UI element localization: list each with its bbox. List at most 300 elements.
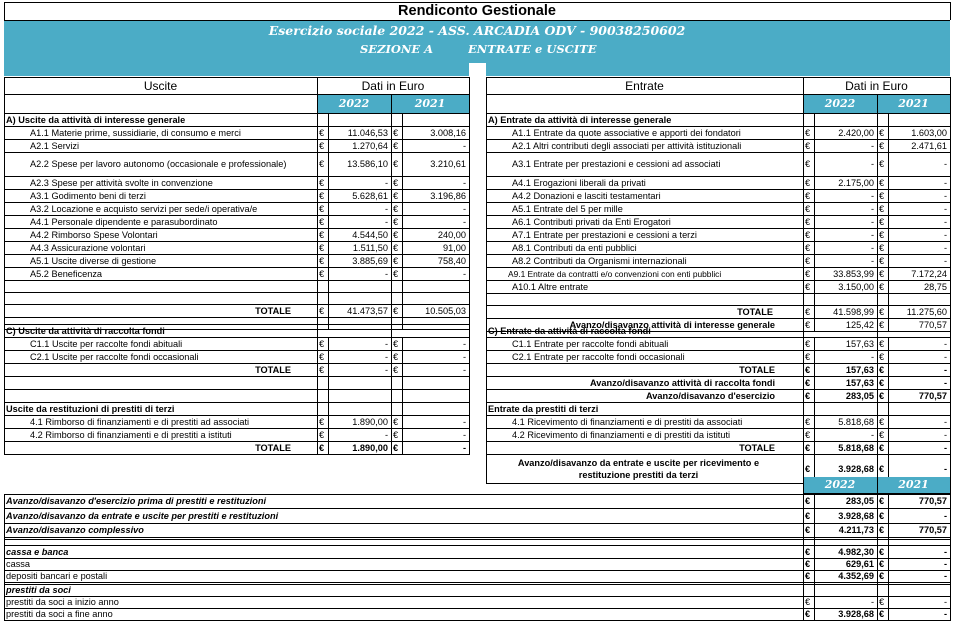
value-2021: - — [943, 609, 947, 619]
euro-sign: € — [393, 306, 399, 316]
euro-sign: € — [319, 306, 325, 316]
value-2021: - — [943, 417, 947, 427]
entrate-row-label: A3.1 Entrate per prestazioni e cessioni ad associati — [512, 159, 721, 169]
grid-line — [486, 454, 950, 455]
value-2021: - — [943, 365, 947, 375]
euro-sign: € — [805, 217, 811, 227]
summary-row-label: Avanzo/disavanzo d'esercizio prima di prestiti e restituzioni — [6, 496, 267, 506]
entrate-c-avanzo-label: Avanzo/disavanzo attività di raccolta fondi — [590, 378, 775, 388]
grid-line — [328, 114, 329, 330]
value-2021: - — [462, 269, 466, 279]
prestiti-row-label: prestiti da soci a inizio anno — [6, 597, 119, 607]
entrate-c-title: C) Entrate da attività di raccolta fondi — [488, 326, 651, 336]
value-2022: 13.586,10 — [347, 159, 388, 169]
uscite-r-total-label: TOTALE — [255, 443, 291, 453]
value-2022: - — [384, 352, 388, 362]
euro-sign: € — [319, 191, 325, 201]
value-2022: - — [870, 141, 874, 151]
grid-line — [4, 582, 950, 583]
uscite-a-title: A) Uscite da attività di interesse generale — [6, 115, 186, 125]
prestiti-row-label: prestiti da soci a fine anno — [6, 609, 113, 619]
value-2022: 5.818,68 — [838, 443, 874, 453]
grid-line — [888, 494, 889, 621]
section-label: SEZIONE A — [360, 43, 434, 56]
uscite-row-label: 4.1 Rimborso di finanziamenti e di prestiti ad associati — [30, 417, 250, 427]
value-2021: - — [943, 571, 947, 581]
summary-year-2022: 2022 — [824, 478, 856, 491]
euro-sign: € — [805, 204, 811, 214]
grid-line — [469, 77, 470, 330]
summary-year-2021: 2021 — [898, 478, 929, 491]
entrate-row-label: A1.1 Entrate da quote associative e apporti dei fondatori — [512, 128, 741, 138]
dati-in-euro-header: Dati in Euro — [361, 79, 425, 93]
value-2021: - — [943, 559, 947, 569]
value-2021: - — [462, 430, 466, 440]
entrate-row-label: A10.1 Altre entrate — [512, 282, 589, 292]
euro-sign: € — [879, 159, 885, 169]
grid-line — [4, 454, 469, 455]
euro-sign: € — [805, 417, 811, 427]
euro-sign: € — [879, 547, 885, 557]
euro-sign: € — [319, 269, 325, 279]
value-2022: 1.890,00 — [352, 417, 388, 427]
euro-sign: € — [879, 496, 885, 506]
value-2021: 91,00 — [443, 243, 466, 253]
value-2021: - — [943, 352, 947, 362]
euro-sign: € — [879, 339, 885, 349]
entrate-esercizio-label: Avanzo/disavanzo d'esercizio — [646, 391, 775, 401]
grid-line — [328, 337, 329, 455]
uscite-band — [4, 63, 469, 76]
uscite-row-label: A1.1 Materie prime, sussidiarie, di consumo e merci — [30, 128, 241, 138]
uscite-row-label: C1.1 Uscite per raccolte fondi abituali — [30, 339, 183, 349]
value-2021: - — [943, 443, 947, 453]
value-2022: - — [384, 204, 388, 214]
euro-sign: € — [393, 141, 399, 151]
euro-sign: € — [805, 571, 811, 581]
entrate-row-label: A8.1 Contributi da enti pubblici — [512, 243, 637, 253]
euro-sign: € — [879, 256, 885, 266]
value-2022: 157,63 — [845, 339, 874, 349]
euro-sign: € — [879, 128, 885, 138]
euro-sign: € — [805, 365, 811, 375]
entrate-row-label: 4.2 Ricevimento di finanziamenti e di prestiti da istituti — [512, 430, 731, 440]
euro-sign: € — [879, 352, 885, 362]
euro-sign: € — [805, 525, 811, 535]
year-2021-header: 2021 — [414, 97, 446, 110]
entrate-row-label: A6.1 Contributi privati da Enti Erogatori — [512, 217, 671, 227]
value-2022: - — [870, 217, 874, 227]
grid-line — [950, 77, 951, 332]
grid-line — [4, 539, 950, 540]
grid-line — [814, 114, 815, 332]
value-2021: - — [943, 191, 947, 201]
uscite-row-label: A2.1 Servizi — [30, 141, 80, 151]
euro-sign: € — [393, 230, 399, 240]
euro-sign: € — [805, 307, 811, 317]
value-2021: - — [943, 511, 947, 521]
grid-line — [4, 77, 5, 330]
euro-sign: € — [805, 178, 811, 188]
grid-line — [4, 2, 950, 3]
value-2021: - — [462, 339, 466, 349]
value-2022: - — [384, 178, 388, 188]
value-2022: 3.928,68 — [838, 511, 874, 521]
euro-sign: € — [319, 159, 325, 169]
cassa-row-label: depositi bancari e postali — [6, 571, 108, 581]
euro-sign: € — [879, 269, 885, 279]
value-2022: 125,42 — [845, 320, 874, 330]
euro-sign: € — [805, 282, 811, 292]
grid-line — [486, 77, 487, 332]
value-2021: - — [943, 159, 947, 169]
entrate-row-label: A7.1 Entrate per prestazioni e cessioni a terzi — [512, 230, 697, 240]
euro-sign: € — [879, 178, 885, 188]
euro-sign: € — [879, 320, 885, 330]
euro-sign: € — [319, 230, 325, 240]
uscite-c-total-label: TOTALE — [255, 365, 291, 375]
euro-sign: € — [393, 443, 399, 453]
entrate-column-header: Entrate — [625, 79, 664, 93]
value-2022: - — [870, 352, 874, 362]
value-2022: 41.598,99 — [833, 307, 874, 317]
grid-line — [888, 337, 889, 455]
grid-line — [814, 494, 815, 621]
euro-sign: € — [879, 597, 885, 607]
euro-sign: € — [879, 307, 885, 317]
value-2022: - — [384, 365, 388, 375]
value-2021: 3.008,16 — [430, 128, 466, 138]
grid-line — [4, 324, 5, 455]
value-2022: 4.352,69 — [838, 571, 874, 581]
section-title: ENTRATE e USCITE — [468, 43, 597, 56]
euro-sign: € — [879, 511, 885, 521]
euro-sign: € — [393, 365, 399, 375]
value-2022: 3.928,68 — [838, 609, 874, 619]
euro-sign: € — [805, 511, 811, 521]
euro-sign: € — [879, 571, 885, 581]
euro-sign: € — [879, 525, 885, 535]
value-2021: 28,75 — [924, 282, 947, 292]
grid-line — [4, 77, 469, 78]
euro-sign: € — [879, 365, 885, 375]
grid-line — [4, 292, 469, 293]
value-2021: - — [943, 339, 947, 349]
euro-sign: € — [879, 141, 885, 151]
value-2021: 758,40 — [437, 256, 466, 266]
value-2022: 4.544,50 — [352, 230, 388, 240]
euro-sign: € — [805, 559, 811, 569]
grid-line — [4, 494, 5, 621]
grid-line — [803, 77, 804, 332]
value-2022: - — [870, 256, 874, 266]
euro-sign: € — [805, 430, 811, 440]
euro-sign: € — [319, 417, 325, 427]
uscite-r-title: Uscite da restituzioni di prestiti di terzi — [6, 404, 175, 414]
value-2021: - — [943, 597, 947, 607]
grid-line — [814, 337, 815, 455]
page-title: Rendiconto Gestionale — [398, 3, 556, 19]
grid-line — [4, 389, 469, 390]
euro-sign: € — [319, 178, 325, 188]
uscite-row-label: C2.1 Uscite per raccolte fondi occasionali — [30, 352, 199, 362]
euro-sign: € — [805, 547, 811, 557]
value-2021: - — [943, 430, 947, 440]
value-2021: 1.603,00 — [911, 128, 947, 138]
value-2022: 283,05 — [845, 391, 874, 401]
value-2021: - — [943, 547, 947, 557]
value-2021: 3.210,61 — [430, 159, 466, 169]
euro-sign: € — [879, 243, 885, 253]
euro-sign: € — [805, 191, 811, 201]
euro-sign: € — [879, 204, 885, 214]
euro-sign: € — [319, 430, 325, 440]
value-2022: 5.628,61 — [352, 191, 388, 201]
value-2021: - — [462, 178, 466, 188]
value-2022: 41.473,57 — [347, 306, 388, 316]
value-2022: - — [870, 230, 874, 240]
euro-sign: € — [805, 597, 811, 607]
euro-sign: € — [393, 128, 399, 138]
value-2022: - — [384, 430, 388, 440]
grid-line — [486, 324, 487, 484]
euro-sign: € — [319, 128, 325, 138]
grid-line — [391, 95, 392, 330]
grid-line — [950, 477, 951, 621]
summary-row-label: Avanzo/disavanzo complessivo — [6, 525, 144, 535]
year-2021-header: 2021 — [898, 97, 929, 110]
value-2022: 629,61 — [845, 559, 874, 569]
euro-sign: € — [393, 217, 399, 227]
value-2022: 3.885,69 — [352, 256, 388, 266]
value-2022: 2.175,00 — [838, 178, 874, 188]
entrate-row-label: A8.2 Contributi da Organismi internazionali — [512, 256, 687, 266]
value-2022: 33.853,99 — [833, 269, 874, 279]
entrate-a-avanzo-label: Avanzo/disavanzo attività di interesse generale — [569, 320, 775, 330]
grid-line — [4, 620, 950, 621]
grid-line — [4, 537, 950, 538]
euro-sign: € — [319, 141, 325, 151]
value-2022: 3.150,00 — [838, 282, 874, 292]
euro-sign: € — [319, 339, 325, 349]
uscite-row-label: 4.2 Rimborso di finanziamenti e di prestiti a istituti — [30, 430, 232, 440]
uscite-a-total-label: TOTALE — [255, 306, 291, 316]
entrate-row-label: C2.1 Entrate per raccolte fondi occasionali — [512, 352, 685, 362]
value-2021: - — [462, 217, 466, 227]
value-2022: - — [870, 191, 874, 201]
entrate-p-title: Entrate da prestiti di terzi — [488, 404, 599, 414]
value-2022: 1.270,64 — [352, 141, 388, 151]
year-2022-header: 2022 — [338, 97, 370, 110]
value-2022: - — [870, 159, 874, 169]
value-2021: 3.196,86 — [430, 191, 466, 201]
grid-line — [888, 114, 889, 332]
value-2022: - — [384, 269, 388, 279]
uscite-row-label: A5.1 Uscite diverse di gestione — [30, 256, 157, 266]
uscite-c-title: C) Uscite da attività di raccolta fondi — [6, 326, 165, 336]
euro-sign: € — [805, 378, 811, 388]
entrate-p-total-label: TOTALE — [739, 443, 775, 453]
value-2021: 770,57 — [918, 496, 947, 506]
value-2021: - — [462, 352, 466, 362]
euro-sign: € — [393, 417, 399, 427]
euro-sign: € — [879, 559, 885, 569]
grid-line — [950, 2, 951, 20]
entrate-a-title: A) Entrate da attività di interesse generale — [488, 115, 672, 125]
uscite-row-label: A4.2 Rimborso Spese Volontari — [30, 230, 158, 240]
value-2021: - — [943, 378, 947, 388]
euro-sign: € — [879, 417, 885, 427]
value-2021: - — [943, 243, 947, 253]
euro-sign: € — [393, 178, 399, 188]
entrate-row-label: A4.2 Donazioni e lasciti testamentari — [512, 191, 661, 201]
euro-sign: € — [805, 391, 811, 401]
euro-sign: € — [393, 430, 399, 440]
euro-sign: € — [393, 204, 399, 214]
prestiti-avanzo-line1: Avanzo/disavanzo da entrate e uscite per ricevimento e — [517, 458, 760, 468]
euro-sign: € — [805, 443, 811, 453]
entrate-c-total-label: TOTALE — [739, 365, 775, 375]
euro-sign: € — [805, 159, 811, 169]
uscite-column-header: Uscite — [143, 79, 178, 93]
uscite-row-label: A3.1 Godimento beni di terzi — [30, 191, 146, 201]
entrate-row-label: A4.1 Erogazioni liberali da privati — [512, 178, 646, 188]
entrate-band — [486, 63, 950, 76]
euro-sign: € — [319, 256, 325, 266]
euro-sign: € — [393, 191, 399, 201]
value-2021: - — [462, 417, 466, 427]
grid-line — [877, 95, 878, 332]
grid-line — [803, 477, 804, 621]
euro-sign: € — [319, 443, 325, 453]
grid-line — [391, 324, 392, 455]
euro-sign: € — [393, 159, 399, 169]
value-2021: 11.275,60 — [906, 307, 947, 317]
grid-line — [950, 324, 951, 484]
uscite-row-label: A4.3 Assicurazione volontari — [30, 243, 146, 253]
euro-sign: € — [805, 496, 811, 506]
euro-sign: € — [879, 230, 885, 240]
cassa-title: cassa e banca — [6, 547, 69, 557]
grid-line — [486, 293, 950, 294]
value-2022: 4.211,73 — [838, 525, 874, 535]
euro-sign: € — [805, 141, 811, 151]
entrate-row-label: C1.1 Entrate per raccolte fondi abituali — [512, 339, 669, 349]
year-2022-header: 2022 — [824, 97, 856, 110]
value-2021: 7.172,24 — [911, 269, 947, 279]
euro-sign: € — [319, 365, 325, 375]
value-2021: - — [462, 443, 466, 453]
euro-sign: € — [319, 217, 325, 227]
euro-sign: € — [393, 243, 399, 253]
grid-line — [486, 77, 950, 78]
grid-line — [877, 477, 878, 621]
euro-sign: € — [393, 269, 399, 279]
grid-line — [402, 337, 403, 455]
euro-sign: € — [805, 339, 811, 349]
value-2022: 157,63 — [845, 365, 874, 375]
value-2022: 157,63 — [845, 378, 874, 388]
value-2022: 11.046,53 — [347, 128, 388, 138]
grid-line — [4, 2, 5, 20]
entrate-row-label: 4.1 Ricevimento di finanziamenti e di prestiti da associati — [512, 417, 743, 427]
value-2022: 1.890,00 — [352, 443, 388, 453]
euro-sign: € — [879, 282, 885, 292]
uscite-row-label: A3.2 Locazione e acquisto servizi per sede/i operativa/e — [30, 204, 258, 214]
euro-sign: € — [393, 256, 399, 266]
value-2021: 10.505,03 — [425, 306, 466, 316]
value-2021: 770,57 — [918, 525, 947, 535]
value-2021: - — [943, 230, 947, 240]
uscite-row-label: A2.3 Spese per attività svolte in convenzione — [30, 178, 213, 188]
entrate-row-label: A2.1 Altri contributi degli associati per attività istituzionali — [512, 141, 742, 151]
euro-sign: € — [879, 391, 885, 401]
euro-sign: € — [879, 609, 885, 619]
grid-line — [469, 324, 470, 455]
value-2021: - — [462, 141, 466, 151]
value-2022: 2.420,00 — [838, 128, 874, 138]
euro-sign: € — [805, 243, 811, 253]
value-2021: - — [943, 204, 947, 214]
value-2022: 3.928,68 — [838, 464, 874, 474]
dati-in-euro-header: Dati in Euro — [845, 79, 908, 93]
value-2021: 240,00 — [437, 230, 466, 240]
value-2021: 770,57 — [918, 391, 947, 401]
value-2022: 4.982,30 — [838, 547, 874, 557]
value-2021: - — [943, 464, 947, 474]
grid-line — [877, 324, 878, 484]
euro-sign: € — [805, 464, 811, 474]
euro-sign: € — [805, 320, 811, 330]
euro-sign: € — [879, 378, 885, 388]
value-2022: - — [870, 597, 874, 607]
euro-sign: € — [805, 230, 811, 240]
value-2022: - — [384, 339, 388, 349]
euro-sign: € — [319, 243, 325, 253]
entrate-row-label: A9.1 Entrate da contratti e/o convenzioni con enti pubblici — [508, 269, 722, 279]
grid-line — [317, 77, 318, 330]
euro-sign: € — [879, 430, 885, 440]
value-2022: - — [870, 430, 874, 440]
uscite-row-label: A4.1 Personale dipendente e parasubordinato — [30, 217, 218, 227]
euro-sign: € — [393, 352, 399, 362]
prestiti-title: prestiti da soci — [6, 585, 71, 595]
euro-sign: € — [319, 204, 325, 214]
summary-row-label: Avanzo/disavanzo da entrate e uscite per prestiti e restituzioni — [6, 511, 279, 521]
grid-line — [4, 317, 469, 318]
value-2022: 283,05 — [845, 496, 874, 506]
value-2021: - — [462, 365, 466, 375]
euro-sign: € — [805, 128, 811, 138]
grid-line — [803, 324, 804, 484]
value-2021: 2.471,61 — [911, 141, 947, 151]
euro-sign: € — [879, 217, 885, 227]
uscite-row-label: A5.2 Beneficenza — [30, 269, 103, 279]
grid-line — [4, 280, 469, 281]
cassa-row-label: cassa — [6, 559, 31, 569]
prestiti-avanzo-line2: restituzione prestiti da terzi — [578, 470, 699, 480]
value-2021: - — [943, 178, 947, 188]
euro-sign: € — [805, 352, 811, 362]
euro-sign: € — [805, 269, 811, 279]
euro-sign: € — [805, 609, 811, 619]
euro-sign: € — [393, 339, 399, 349]
grid-line — [402, 114, 403, 330]
value-2021: - — [462, 204, 466, 214]
value-2022: - — [870, 204, 874, 214]
euro-sign: € — [879, 191, 885, 201]
grid-line — [317, 324, 318, 455]
